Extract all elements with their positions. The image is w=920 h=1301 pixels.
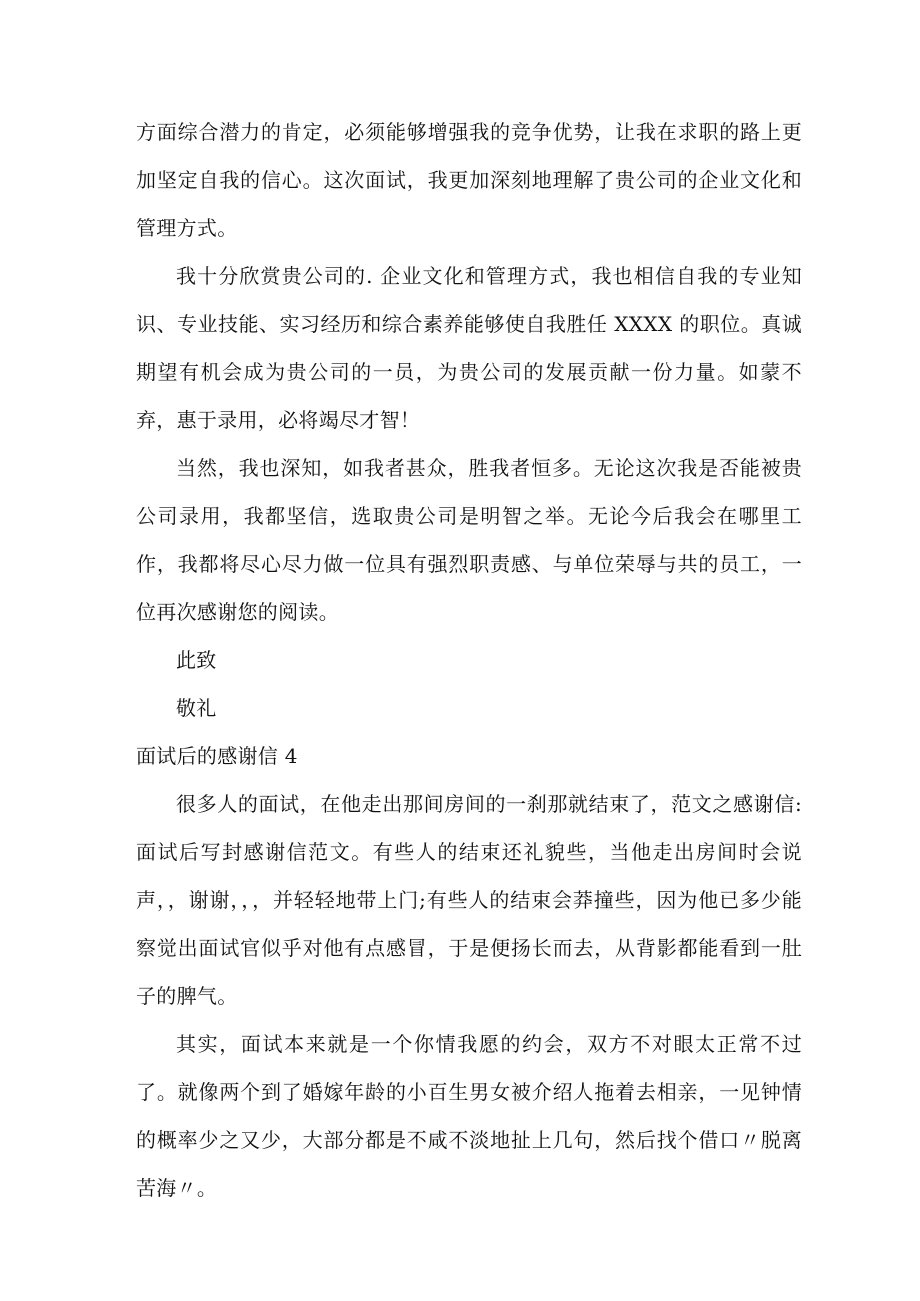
body-paragraph-2: 当然，我也深知，如我者甚众，胜我者恒多。无论这次我是否能被贵公司录用，我都坚信，选取贵公司是明智之举。无论今后我会在哪里工作，我都将尽心尽力做一位具有强烈职责感、与单位荣辱与共的员工，一位再次感谢您的阅读。 <box>136 456 802 624</box>
section-heading: 面试后的感谢信 4 <box>136 744 298 768</box>
body-paragraph-3: 很多人的面试，在他走出那间房间的一刹那就结束了，范文之感谢信:面试后写封感谢信范文。有些人的结束还礼貌些，当他走出房间时会说声，，谢谢，，，并轻轻地带上门;有些人的结束会莽撞些，因为他已多少能察觉出面试官似乎对他有点感冒，于是便扬长而去，从背影都能看到一肚子的脾气。 <box>136 792 802 1008</box>
document-body <box>136 108 802 1212</box>
closing-regards: 敬礼 <box>176 696 217 720</box>
closing-salutation: 此致 <box>176 648 217 672</box>
body-paragraph-1: 我十分欣赏贵公司的. 企业文化和管理方式，我也相信自我的专业知识、专业技能、实习经历和综合素养能够使自我胜任 XXXX 的职位。真诚期望有机会成为贵公司的一员，为贵公司的发展贡献一份力量。如蒙不弃，惠于录用，必将竭尽才智！ <box>136 264 802 432</box>
body-paragraph-4: 其实，面试本来就是一个你情我愿的约会，双方不对眼太正常不过了。就像两个到了婚嫁年龄的小百生男女被介绍人拖着去相亲，一见钟情的概率少之又少，大部分都是不咸不淡地扯上几句，然后找个借口〃脱离苦海〃。 <box>136 1032 802 1200</box>
continuation-paragraph: 方面综合潜力的肯定，必须能够增强我的竞争优势，让我在求职的路上更加坚定自我的信心。这次面试，我更加深刻地理解了贵公司的企业文化和管理方式。 <box>136 120 802 240</box>
